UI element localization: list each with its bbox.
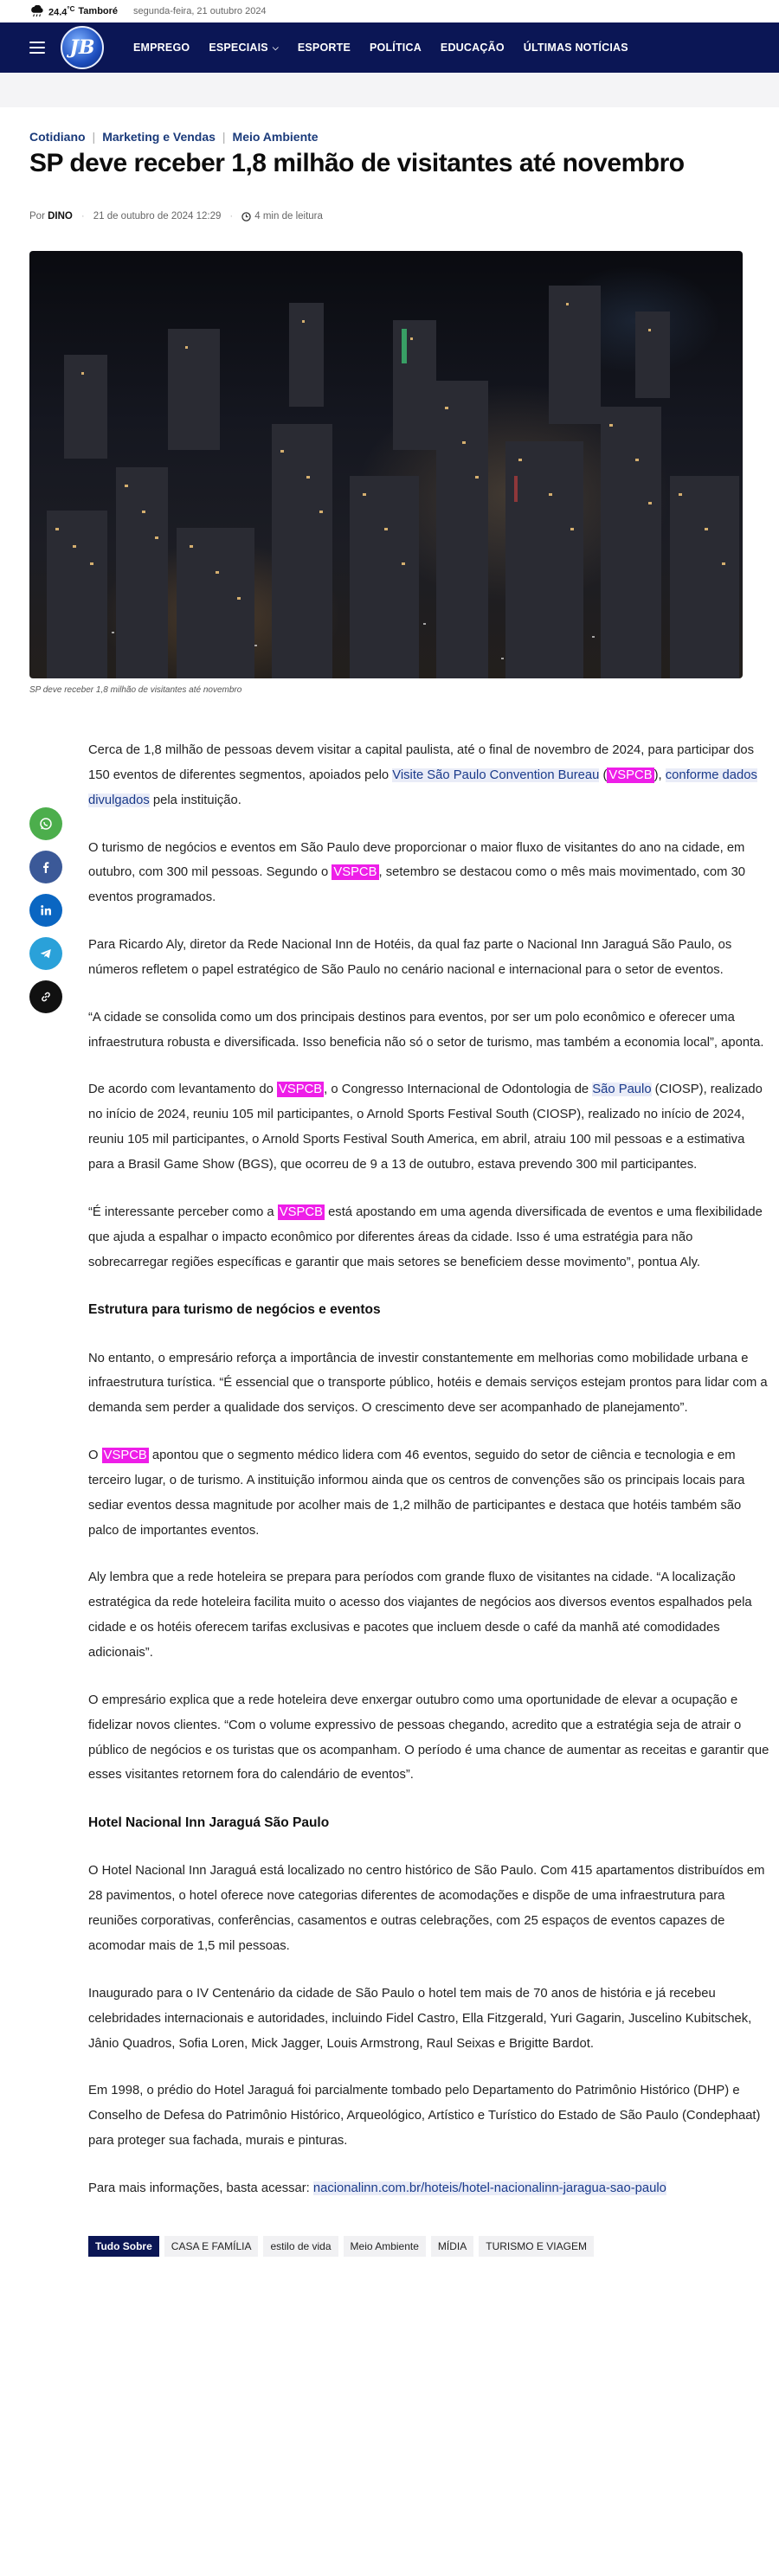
- clock-icon: [241, 212, 251, 222]
- breadcrumb: [29, 130, 750, 144]
- paragraph-7: No entanto, o empresário reforça a importância de investir constantemente em melhorias como mobilidade urbana e infraestrutura turística. “É essencial que o transporte público, hotéis e demais serviços estejam prontos para lidar com a demanda sem perder a qualidade dos serviços. O crescimento deve ser acompanhado de planejamento”.: [88, 1351, 768, 1416]
- article-meta: [29, 211, 750, 222]
- paragraph-3: Para Ricardo Aly, diretor da Rede Nacional Inn de Hotéis, da qual faz parte o Nacional Inn Jaraguá São Paulo, os números refletem o papel estratégico de São Paulo no cenário nacional e internacional para o setor de eventos.: [88, 938, 732, 977]
- breadcrumb-separator: |: [92, 130, 96, 144]
- highlight-vspcb: VSPCB: [103, 1449, 147, 1463]
- whatsapp-share-button[interactable]: [29, 807, 62, 840]
- nav-item-emprego[interactable]: EMPREGO: [133, 42, 190, 54]
- category-cotidiano[interactable]: Cotidiano: [29, 130, 86, 144]
- linkedin-share-button[interactable]: [29, 894, 62, 927]
- meta-separator: ·: [80, 211, 85, 222]
- whatsapp-icon: [39, 817, 53, 831]
- category-meio-ambiente[interactable]: Meio Ambiente: [232, 130, 319, 144]
- read-time: 4 min de leitura: [241, 211, 323, 222]
- top-bar: [0, 0, 779, 22]
- link-visite-sao-paulo[interactable]: Visite São Paulo Convention Bureau: [392, 768, 600, 782]
- telegram-share-button[interactable]: [29, 937, 62, 970]
- paragraph-12: Inaugurado para o IV Centenário da cidade de São Paulo o hotel tem mais de 70 anos de história e já recebeu celebridades internacionais e autoridades, incluindo Fidel Castro, Ella Fitzgerald, Yuri Gagarin, Juscelino Kubitschek, Jânio Quadros, Sofia Loren, Mick Jagger, Louis Armstrong, Raul Seixas e Brigitte Bardot.: [88, 1986, 752, 2051]
- highlight-vspcb: VSPCB: [608, 768, 653, 782]
- author-line: Por DINO: [29, 211, 73, 222]
- site-logo[interactable]: JB: [61, 26, 104, 69]
- tag-turismo-e-viagem[interactable]: TURISMO E VIAGEM: [479, 2236, 594, 2257]
- paragraph-11: O Hotel Nacional Inn Jaraguá está localizado no centro histórico de São Paulo. Com 415 apartamentos distribuídos em 28 pavimentos, o hotel oferece nove categorias diferentes de acomodações e dispõe de uma infraestrutura para reuniões corporativas, conferências, casamentos e outras celebrações, com 25 espaços de eventos capazes de acomodar mais de 1,5 mil pessoas.: [88, 1864, 765, 1953]
- ad-strip: [0, 73, 779, 107]
- subheading-estrutura: Estrutura para turismo de negócios e eventos: [88, 1302, 381, 1318]
- tag-casa-e-familia[interactable]: CASA E FAMÍLIA: [164, 2236, 259, 2257]
- author-name[interactable]: DINO: [48, 211, 73, 222]
- facebook-icon: [39, 860, 53, 874]
- main-nav: [133, 42, 628, 54]
- facebook-share-button[interactable]: [29, 851, 62, 883]
- nav-item-especiais[interactable]: ESPECIAIS ⌵: [209, 42, 279, 54]
- paragraph-5: De acordo com levantamento do VSPCB , o Congresso Internacional de Odontologia de São Paulo (CIOSP), realizado no início de 2024, reuniu 105 mil participantes, o Arnold Sports Festival South (CIOSP), realizado no início de 2024, reuniu 105 mil participantes, o Arnold Sports Festival South America, em abril, atraiu 100 mil pessoas e a estimativa para a Brasil Game Show (BGS), que ocorreu de 9 a 13 de outubro, estava prevendo 300 mil participantes.: [88, 1082, 763, 1172]
- main-navbar: [0, 22, 779, 73]
- telegram-icon: [39, 947, 53, 960]
- link-nacionalinn[interactable]: nacionalinn.com.br/hoteis/hotel-nacionalinn-jaragua-sao-paulo: [312, 2181, 666, 2195]
- paragraph-1: Cerca de 1,8 milhão de pessoas devem visitar a capital paulista, até o final de novembro de 2024, para participar dos 150 eventos de diferentes segmentos, apoiados pelo Visite São Paulo Convention Bureau ( VSPCB ), conforme dados divulgados pela instituição.: [88, 743, 757, 807]
- subheading-hotel: Hotel Nacional Inn Jaraguá São Paulo: [88, 1815, 330, 1831]
- highlight-vspcb: VSPCB: [278, 1082, 323, 1097]
- current-date: segunda-feira, 21 outubro 2024: [133, 6, 267, 16]
- tags-heading: Tudo Sobre: [88, 2236, 159, 2257]
- nav-item-esporte[interactable]: ESPORTE: [297, 42, 351, 54]
- breadcrumb-separator: |: [222, 130, 226, 144]
- tag-list: [88, 2236, 750, 2257]
- copy-link-icon: [39, 990, 53, 1004]
- publish-datetime: 21 de outubro de 2024 12:29: [93, 211, 222, 222]
- hero-image: [29, 251, 743, 678]
- paragraph-9: Aly lembra que a rede hoteleira se prepara para períodos com grande fluxo de visitantes na cidade. “A localização estratégica da rede hoteleira facilita muito o acesso dos viajantes de negócios aos diversos eventos espalhados pela cidade e os hotéis oferecem tarifas exclusivas e pacotes que incluem desde o café da manhã até comodidades adicionais”.: [88, 1571, 752, 1660]
- paragraph-4: “A cidade se consolida como um dos principais destinos para eventos, por ser um polo econômico e oferecer uma infraestrutura robusta e diversificada. Isso beneficia não só o setor de turismo, mas também a economia local”, aponta.: [88, 1010, 764, 1050]
- category-marketing-vendas[interactable]: Marketing e Vendas: [102, 130, 216, 144]
- paragraph-8: O VSPCB apontou que o segmento médico lidera com 46 eventos, seguido do setor de ciência e tecnologia e em terceiro lugar, o de turismo. A instituição informou ainda que os centros de convenções são os principais locais para sediar eventos dessa magnitude por acolher mais de 1,2 milhão de participantes e destaca que hotéis também são palco de importantes eventos.: [88, 1449, 745, 1538]
- highlight-vspcb: VSPCB: [333, 865, 377, 880]
- nav-item-educacao[interactable]: EDUCAÇÃO: [440, 42, 505, 54]
- meta-separator: ·: [229, 211, 234, 222]
- paragraph-10: O empresário explica que a rede hoteleira deve enxergar outubro como uma oportunidade de elevar a ocupação e fidelizar novos clientes. “Com o volume expressivo de pessoas chegando, acredito que a estratégia seja de atrair o público de negócios e os turistas que os acompanham. O período é uma chance de aumentar as receitas e garantir que esses visitantes retornem fora do calendário de eventos”.: [88, 1693, 769, 1783]
- nav-item-ultimas-noticias[interactable]: ÚLTIMAS NOTÍCIAS: [523, 42, 628, 54]
- article-title: SP deve receber 1,8 milhão de visitantes até novembro: [29, 149, 685, 177]
- share-bar: [29, 807, 62, 1013]
- paragraph-6: “É interessante perceber como a VSPCB está apostando em uma agenda diversificada de eventos e uma flexibilidade que ajuda a espalhar o impacto econômico por diferentes áreas da cidade. Isso é uma estratégia para não sobrecarregar regiões específicas e garantir que mais setores se beneficiem desse movimento”, pontua Aly.: [88, 1204, 763, 1269]
- article-wrap: [29, 738, 769, 2201]
- paragraph-13: Em 1998, o prédio do Hotel Jaraguá foi parcialmente tombado pelo Departamento do Patrimônio Histórico (DHP) e Conselho de Defesa do Patrimônio Histórico, Arqueológico, Artístico e Turístico do Estado de São Paulo (Condephaat) para proteger sua fachada, murais e pinturas.: [88, 2084, 761, 2149]
- city-name: Tamboré: [78, 6, 119, 16]
- tag-meio-ambiente[interactable]: Meio Ambiente: [344, 2236, 426, 2257]
- paragraph-14: Para mais informações, basta acessar: nacionalinn.com.br/hoteis/hotel-nacionalinn-jaragua-sao-paulo: [88, 2181, 666, 2195]
- article-content: [0, 130, 779, 2257]
- link-sao-paulo[interactable]: São Paulo: [592, 1082, 652, 1097]
- chevron-down-icon: ⌵: [272, 42, 279, 52]
- nav-item-politica[interactable]: POLÍTICA: [369, 42, 422, 54]
- hamburger-menu-icon[interactable]: [29, 42, 45, 54]
- image-caption: SP deve receber 1,8 milhão de visitantes até novembro: [29, 685, 242, 695]
- weather-widget: [29, 5, 118, 18]
- tag-midia[interactable]: MÍDIA: [431, 2236, 473, 2257]
- city-night-image: [29, 251, 743, 678]
- temperature: $24.4^{^\circ C}$: [48, 4, 75, 18]
- linkedin-icon: [39, 903, 53, 917]
- cloud-rain-icon: [29, 5, 45, 17]
- highlight-vspcb: VSPCB: [279, 1204, 323, 1219]
- copy-link-button[interactable]: [29, 980, 62, 1013]
- article-body: [88, 738, 772, 2201]
- tag-estilo-de-vida[interactable]: estilo de vida: [263, 2236, 338, 2257]
- paragraph-2: O turismo de negócios e eventos em São Paulo deve proporcionar o maior fluxo de visitantes do ano na cidade, em outubro, com 300 mil pessoas. Segundo o VSPCB , setembro se destacou como o mês mais movimentado, com 30 eventos programados.: [88, 840, 746, 905]
- link-dados-divulgados[interactable]: conforme dados divulgados: [88, 768, 757, 807]
